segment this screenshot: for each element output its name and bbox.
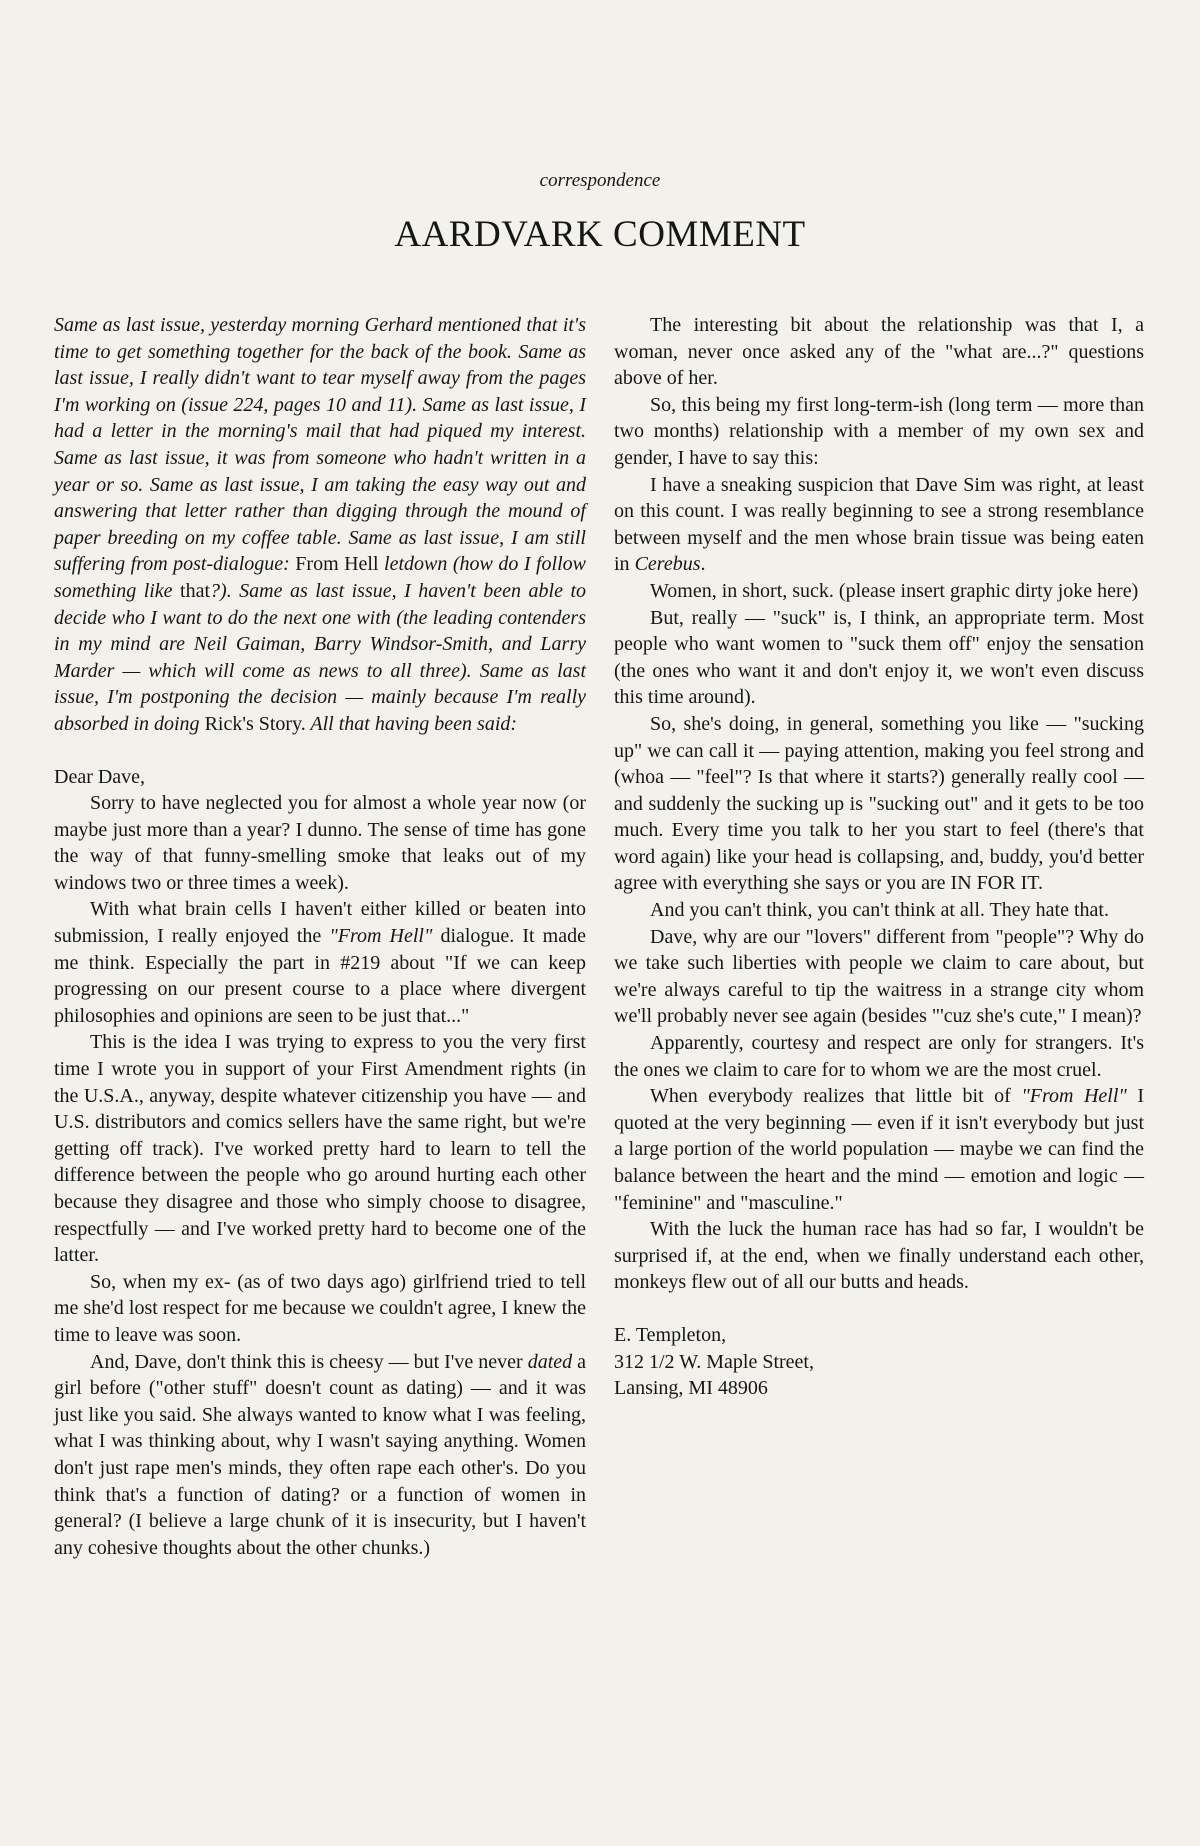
section-kicker: correspondence bbox=[539, 170, 661, 191]
letter-paragraph: Sorry to have neglected you for almost a whole year now (or maybe just more than a year? I dunno. The sense of time has gone the way of that funny-smelling smoke that leaks out of my windows two or three times a week). bbox=[54, 792, 586, 894]
signature-block bbox=[614, 1322, 1144, 1402]
letter-paragraph: But, really — "suck" is, I think, an appropriate term. Most people who want women to "suck them off" enjoy the sensation (the ones who want it and don't enjoy it, we won't even discuss this time around). bbox=[614, 606, 1144, 709]
left-column bbox=[54, 312, 586, 1561]
signature-name: E. Templeton, bbox=[614, 1323, 727, 1346]
intro-text-3: ?). Same as last issue, I haven't been able to decide who I want to do the next one with (the leading contenders in my mind are Neil Gaiman, Barry Windsor-Smith, and Larry Marder — which will come as news to all three). Same as last issue, I'm postponing the decision — mainly because I'm really absorbed in doing bbox=[54, 579, 586, 735]
right-column bbox=[614, 312, 1144, 1402]
letter-paragraph: So, she's doing, in general, something you like — "sucking up" we can call it — paying attention, making you feel strong and (whoa — "feel"? Is that where it starts?) generally really cool — and suddenly the sucking up is "sucking out" and it gets to be too much. Every time you talk to her you start to feel (there's that word again) like your head is collapsing, and, buddy, you'd better agree with everything she says or you are IN FOR IT. bbox=[614, 712, 1144, 895]
emphasis-dated: dated bbox=[527, 1350, 573, 1373]
paragraph-text: With what brain cells I haven't either killed or beaten into submission, I really enjoyed the bbox=[54, 898, 586, 948]
emphasis-from-hell: "From Hell" bbox=[329, 925, 433, 948]
letter-paragraph bbox=[54, 1349, 586, 1562]
paragraph-text: I have a sneaking suspicion that Dave Sim was right, at least on this count. I was really beginning to see a strong resemblance between myself and the men whose brain tissue was being eaten in bbox=[614, 473, 1144, 576]
intro-text-4: All that having been said: bbox=[305, 712, 518, 735]
intro-from-hell: From Hell bbox=[295, 553, 379, 576]
paragraph-text: I quoted at the very beginning — even if it isn't everybody but just a large portion of the world population — maybe we can find the balance between the heart and the mind — emotion and logic — "feminine" and "masculine." bbox=[614, 1085, 1144, 1214]
paragraph-text: When everybody realizes that little bit of bbox=[650, 1085, 1022, 1108]
letter-paragraph: So, when my ex- (as of two days ago) girlfriend tried to tell me she'd lost respect for me because we couldn't agree, I knew the time to leave was soon. bbox=[54, 1270, 586, 1346]
signature-street: 312 1/2 W. Maple Street, bbox=[614, 1350, 814, 1373]
page-title: AARDVARK COMMENT bbox=[394, 214, 806, 255]
letter-paragraph: And you can't think, you can't think at all. They hate that. bbox=[650, 899, 1109, 922]
intro-that: that bbox=[180, 579, 211, 602]
intro-text-1: Same as last issue, yesterday morning Gerhard mentioned that it's time to get something together for the back of the book. Same as last issue, I really didn't want to tear myself away from the pages I'm working on (issue 224, pages 10 and 11). Same as last issue, I had a letter in the morning's mail that had piqued my interest. Same as last issue, it was from someone who hadn't written in a year or so. Same as last issue, I am taking the easy way out and answering that letter rather than digging through the mound of paper breeding on my coffee table. Same as last issue, I am still suffering from post-dialogue: bbox=[54, 314, 586, 576]
paragraph-text: dialogue. It made me think. Especially the part in #219 about "If we can keep progressing on our present course to a place where divergent philosophies and opinions are seen to be just that..." bbox=[54, 925, 586, 1027]
paragraph-text: . bbox=[700, 553, 706, 576]
letter-paragraph bbox=[54, 896, 586, 1029]
emphasis-cerebus: Cerebus bbox=[634, 553, 701, 576]
paragraph-text: And, Dave, don't think this is cheesy — but I've never bbox=[90, 1350, 528, 1373]
letter-paragraph bbox=[614, 1083, 1144, 1216]
letter-paragraph: Apparently, courtesy and respect are only for strangers. It's the ones we claim to care for to whom we are the most cruel. bbox=[614, 1032, 1144, 1081]
letter-paragraph: The interesting bit about the relationship was that I, a woman, never once asked any of the "what are...?" questions above of her. bbox=[614, 314, 1144, 390]
intro-text-2: letdown (how do I follow something like bbox=[54, 553, 586, 602]
paragraph-text: a girl before ("other stuff" doesn't count as dating) — and it was just like you said. She always wanted to know what I was feeling, what I was thinking about, why I wasn't saying anything. Women don't just rape men's minds, they often rape each other's. Do you think that's a function of dating? or a function of women in general? (I believe a large chunk of it is insecurity, but I haven't any cohesive thoughts about the other chunks.) bbox=[54, 1350, 587, 1559]
letter-paragraph bbox=[614, 472, 1144, 578]
intro-ricks-story: Rick's Story. bbox=[204, 712, 306, 735]
letter-salutation: Dear Dave, bbox=[54, 765, 146, 788]
signature-city: Lansing, MI 48906 bbox=[614, 1377, 768, 1400]
emphasis-from-hell: "From Hell" bbox=[1021, 1085, 1127, 1108]
letter-paragraph: Dave, why are our "lovers" different from "people"? Why do we take such liberties with people we claim to care about, but we're always careful to tip the waitress in a strange city whom we'll probably never see again (besides "'cuz she's cute," I mean)? bbox=[614, 925, 1144, 1028]
letter-paragraph: So, this being my first long-term-ish (long term — more than two months) relationship with a member of my own sex and gender, I have to say this: bbox=[614, 393, 1144, 469]
letter-paragraph: With the luck the human race has had so far, I wouldn't be surprised if, at the end, when we finally understand each other, monkeys flew out of all our butts and heads. bbox=[614, 1218, 1144, 1294]
letter-paragraph: Women, in short, suck. (please insert graphic dirty joke here) bbox=[650, 579, 1139, 602]
letter-paragraph: This is the idea I was trying to express to you the very first time I wrote you in support of your First Amendment rights (in the U.S.A., anyway, despite whatever citizenship you have — and U.S. distributors and comics sellers have the same right, but we're getting off track). I've worked pretty hard to learn to tell the difference between the people who go around hurting each other because they disagree and those who simply choose to disagree, respectfully — and I've worked pretty hard to become one of the latter. bbox=[54, 1031, 586, 1267]
editor-intro bbox=[54, 312, 586, 738]
